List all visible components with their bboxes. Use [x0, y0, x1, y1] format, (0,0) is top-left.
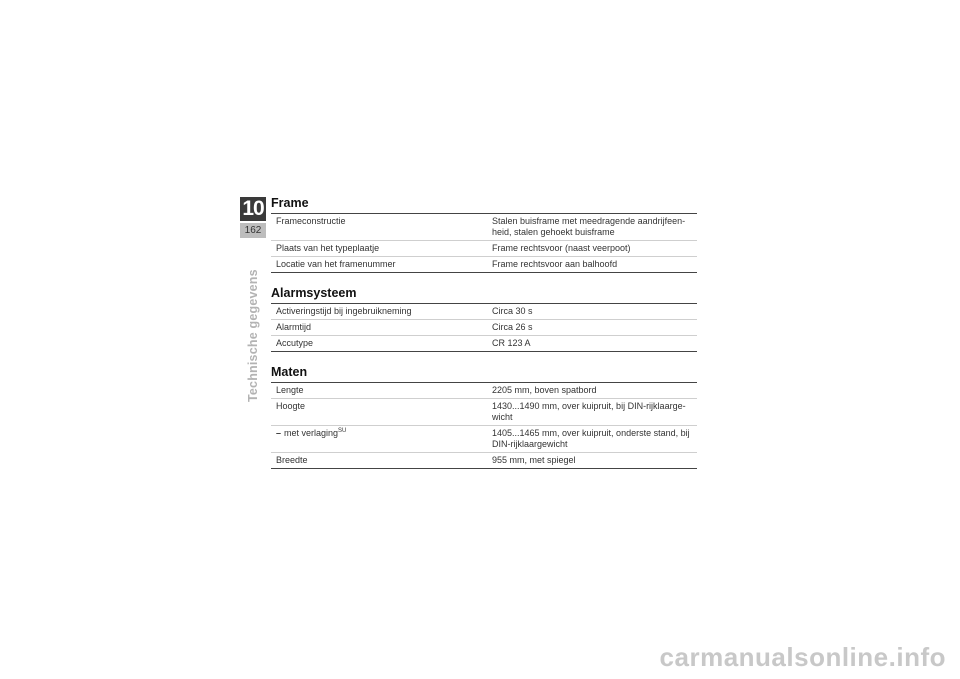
table-row — [271, 257, 697, 273]
row-value: 955 mm, met spiegel — [487, 453, 697, 469]
row-label: Alarmtijd — [271, 320, 487, 336]
spec-table-frame — [271, 213, 697, 273]
table-row — [271, 383, 697, 399]
chapter-side-label: Technische gegevens — [246, 269, 260, 402]
row-label: Activeringstijd bij ingebruikneming — [276, 306, 412, 316]
table-row — [271, 241, 697, 257]
table-row — [271, 399, 697, 426]
row-label: Locatie van het framenummer — [271, 257, 487, 273]
row-label: Lengte — [276, 385, 304, 395]
page-number: 162 — [240, 223, 266, 238]
row-value: CR 123 A — [487, 336, 697, 352]
section-title-maten: Maten — [271, 365, 308, 379]
row-value: 2205 mm, boven spatbord — [492, 385, 597, 395]
footnote-mark: SU — [338, 428, 347, 434]
table-row — [271, 304, 697, 320]
row-label: Hoogte — [271, 399, 487, 426]
row-label: Accutype — [271, 336, 487, 352]
row-value: Frame rechtsvoor aan balhoofd — [487, 257, 697, 273]
row-label: Frameconstructie — [276, 216, 346, 226]
row-value: 1430...1490 mm, over kuipruit, bij DIN-rijklaarge-wicht — [487, 399, 697, 426]
table-row — [271, 453, 697, 469]
spec-table-maten — [271, 382, 697, 469]
chapter-number: 10 — [240, 197, 266, 221]
row-value: Frame rechtsvoor (naast veerpoot) — [487, 241, 697, 257]
row-value: Stalen buisframe met meedragende aandrijfeen-heid, stalen gehoekt buisframe — [492, 216, 686, 237]
row-label-sub — [271, 426, 487, 453]
spec-table-alarmsysteem — [271, 303, 697, 352]
row-value: 1405...1465 mm, over kuipruit, onderste stand, bij DIN-rijklaargewicht — [487, 426, 697, 453]
table-row — [271, 214, 697, 241]
section-title-alarmsysteem: Alarmsysteem — [271, 286, 357, 300]
spec-content — [271, 194, 697, 469]
dash-bullet: – — [276, 428, 282, 438]
table-row — [271, 320, 697, 336]
table-row — [271, 336, 697, 352]
row-value: Circa 30 s — [492, 306, 533, 316]
row-label: Breedte — [271, 453, 487, 469]
watermark-text: carmanualsonline.info — [659, 642, 946, 672]
row-label: met verlaging — [284, 428, 339, 438]
row-label: Plaats van het typeplaatje — [271, 241, 487, 257]
table-row — [271, 426, 697, 453]
row-value: Circa 26 s — [487, 320, 697, 336]
section-title-frame: Frame — [271, 196, 309, 210]
